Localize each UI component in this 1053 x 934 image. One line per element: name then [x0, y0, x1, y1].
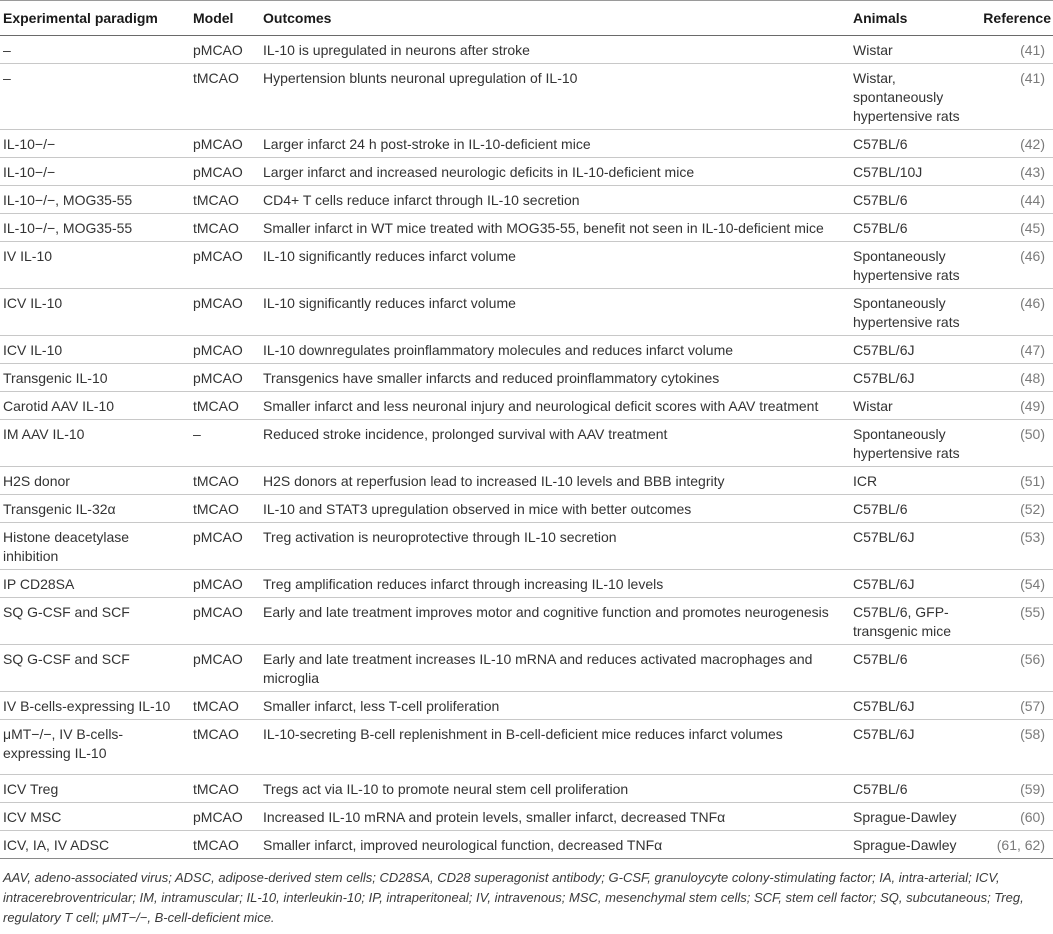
table-row [0, 720, 1053, 775]
cell-animals: Spontaneously hypertensive rats [850, 289, 975, 336]
cell-model: tMCAO [190, 720, 260, 775]
header-model: Model [190, 1, 260, 36]
table-row [0, 158, 1053, 186]
cell-outcome: IL-10-secreting B-cell replenishment in B-cell-deficient mice reduces infarct volumes [260, 720, 850, 775]
cell-reference: (49) [975, 392, 1053, 420]
cell-paradigm: IL-10−/− [0, 130, 190, 158]
cell-paradigm: SQ G-CSF and SCF [0, 645, 190, 692]
cell-model: tMCAO [190, 775, 260, 803]
table-row [0, 467, 1053, 495]
cell-paradigm: IV IL-10 [0, 242, 190, 289]
cell-reference: (48) [975, 364, 1053, 392]
cell-model: tMCAO [190, 467, 260, 495]
cell-outcome: Early and late treatment improves motor and cognitive function and promotes neurogenesis [260, 598, 850, 645]
cell-reference: (58) [975, 720, 1053, 775]
cell-reference: (46) [975, 242, 1053, 289]
table-row [0, 64, 1053, 130]
cell-model: pMCAO [190, 598, 260, 645]
cell-outcome: IL-10 is upregulated in neurons after stroke [260, 36, 850, 64]
cell-model: tMCAO [190, 214, 260, 242]
table-row [0, 392, 1053, 420]
cell-animals: Sprague-Dawley [850, 803, 975, 831]
header-row [0, 1, 1053, 36]
cell-paradigm: ICV, IA, IV ADSC [0, 831, 190, 859]
cell-model: pMCAO [190, 645, 260, 692]
cell-animals: C57BL/10J [850, 158, 975, 186]
cell-animals: Sprague-Dawley [850, 831, 975, 859]
cell-animals: Spontaneously hypertensive rats [850, 420, 975, 467]
cell-model: pMCAO [190, 803, 260, 831]
cell-outcome: Smaller infarct, improved neurological function, decreased TNFα [260, 831, 850, 859]
cell-paradigm: ICV Treg [0, 775, 190, 803]
cell-model: – [190, 420, 260, 467]
cell-reference: (52) [975, 495, 1053, 523]
table-row [0, 831, 1053, 859]
cell-outcome: Smaller infarct in WT mice treated with MOG35-55, benefit not seen in IL-10-deficient mice [260, 214, 850, 242]
cell-paradigm: ICV IL-10 [0, 289, 190, 336]
cell-animals: ICR [850, 467, 975, 495]
table-row [0, 36, 1053, 64]
cell-outcome: Increased IL-10 mRNA and protein levels, smaller infarct, decreased TNFα [260, 803, 850, 831]
cell-paradigm: IL-10−/− [0, 158, 190, 186]
cell-animals: C57BL/6J [850, 692, 975, 720]
table-row [0, 570, 1053, 598]
table-footnote: AAV, adeno-associated virus; ADSC, adipose-derived stem cells; CD28SA, CD28 superagonist antibody; G-CSF, granuloycyte colony-stimulating factor; IA, intra-arterial; ICV, intracerebroventricular; IM, intramuscular; IL-10, interleukin-10; IP, intraperitoneal; IV, intravenous; MSC, mesenchymal stem cells; SCF, stem cell factor; SQ, subcutaneous; Treg, regulatory T cell; μMT−/−, B-cell-deficient mice. [3, 870, 1024, 925]
table-row [0, 692, 1053, 720]
cell-model: tMCAO [190, 186, 260, 214]
table-row [0, 420, 1053, 467]
cell-reference: (56) [975, 645, 1053, 692]
table-header [0, 1, 1053, 36]
cell-outcome: Smaller infarct, less T-cell proliferation [260, 692, 850, 720]
cell-paradigm: Carotid AAV IL-10 [0, 392, 190, 420]
cell-animals: C57BL/6 [850, 775, 975, 803]
cell-animals: C57BL/6 [850, 645, 975, 692]
cell-outcome: Larger infarct and increased neurologic deficits in IL-10-deficient mice [260, 158, 850, 186]
cell-paradigm: – [0, 64, 190, 130]
cell-animals: Wistar [850, 36, 975, 64]
table-row [0, 495, 1053, 523]
cell-reference: (46) [975, 289, 1053, 336]
cell-animals: C57BL/6J [850, 364, 975, 392]
cell-paradigm: IL-10−/−, MOG35-55 [0, 214, 190, 242]
cell-reference: (44) [975, 186, 1053, 214]
cell-outcome: Larger infarct 24 h post-stroke in IL-10-deficient mice [260, 130, 850, 158]
cell-animals: C57BL/6J [850, 570, 975, 598]
cell-reference: (50) [975, 420, 1053, 467]
cell-reference: (53) [975, 523, 1053, 570]
cell-model: pMCAO [190, 242, 260, 289]
cell-model: tMCAO [190, 831, 260, 859]
cell-reference: (43) [975, 158, 1053, 186]
table-row [0, 186, 1053, 214]
cell-animals: C57BL/6J [850, 523, 975, 570]
cell-paradigm: ICV IL-10 [0, 336, 190, 364]
cell-animals: Wistar [850, 392, 975, 420]
cell-animals: Spontaneously hypertensive rats [850, 242, 975, 289]
header-animals: Animals [850, 1, 975, 36]
cell-reference: (47) [975, 336, 1053, 364]
table-row [0, 130, 1053, 158]
cell-outcome: IL-10 significantly reduces infarct volume [260, 242, 850, 289]
cell-animals: C57BL/6, GFP-transgenic mice [850, 598, 975, 645]
cell-reference: (41) [975, 64, 1053, 130]
table-row [0, 598, 1053, 645]
table-row [0, 289, 1053, 336]
header-outcomes: Outcomes [260, 1, 850, 36]
cell-reference: (51) [975, 467, 1053, 495]
cell-outcome: IL-10 significantly reduces infarct volume [260, 289, 850, 336]
cell-outcome: Hypertension blunts neuronal upregulation of IL-10 [260, 64, 850, 130]
cell-outcome: Treg amplification reduces infarct through increasing IL-10 levels [260, 570, 850, 598]
cell-outcome: Treg activation is neuroprotective through IL-10 secretion [260, 523, 850, 570]
cell-model: pMCAO [190, 523, 260, 570]
table-row [0, 214, 1053, 242]
header-paradigm: Experimental paradigm [0, 1, 190, 36]
cell-model: pMCAO [190, 570, 260, 598]
cell-model: pMCAO [190, 364, 260, 392]
header-reference: Reference [975, 1, 1053, 36]
cell-reference: (61, 62) [975, 831, 1053, 859]
cell-reference: (41) [975, 36, 1053, 64]
cell-outcome: Smaller infarct and less neuronal injury and neurological deficit scores with AAV treatment [260, 392, 850, 420]
cell-paradigm: IV B-cells-expressing IL-10 [0, 692, 190, 720]
cell-model: pMCAO [190, 289, 260, 336]
cell-animals: C57BL/6 [850, 214, 975, 242]
cell-outcome: CD4+ T cells reduce infarct through IL-10 secretion [260, 186, 850, 214]
cell-paradigm: μMT−/−, IV B-cells-expressing IL-10 [0, 720, 190, 775]
cell-model: tMCAO [190, 692, 260, 720]
cell-paradigm: H2S donor [0, 467, 190, 495]
cell-outcome: Early and late treatment increases IL-10 mRNA and reduces activated macrophages and microglia [260, 645, 850, 692]
cell-model: tMCAO [190, 495, 260, 523]
cell-reference: (59) [975, 775, 1053, 803]
cell-model: tMCAO [190, 64, 260, 130]
table-row [0, 336, 1053, 364]
cell-animals: C57BL/6 [850, 130, 975, 158]
table-row [0, 242, 1053, 289]
cell-outcome: Transgenics have smaller infarcts and reduced proinflammatory cytokines [260, 364, 850, 392]
cell-paradigm: IP CD28SA [0, 570, 190, 598]
cell-model: pMCAO [190, 158, 260, 186]
cell-outcome: IL-10 downregulates proinflammatory molecules and reduces infarct volume [260, 336, 850, 364]
table-body [0, 36, 1053, 859]
table-row [0, 803, 1053, 831]
cell-paradigm: Transgenic IL-32α [0, 495, 190, 523]
cell-paradigm: ICV MSC [0, 803, 190, 831]
cell-outcome: Reduced stroke incidence, prolonged survival with AAV treatment [260, 420, 850, 467]
table-row [0, 645, 1053, 692]
cell-reference: (57) [975, 692, 1053, 720]
cell-paradigm: IM AAV IL-10 [0, 420, 190, 467]
cell-model: tMCAO [190, 392, 260, 420]
cell-reference: (45) [975, 214, 1053, 242]
cell-model: pMCAO [190, 130, 260, 158]
cell-reference: (55) [975, 598, 1053, 645]
cell-paradigm: – [0, 36, 190, 64]
cell-reference: (54) [975, 570, 1053, 598]
table-row [0, 523, 1053, 570]
cell-reference: (42) [975, 130, 1053, 158]
table-row [0, 775, 1053, 803]
cell-paradigm: Transgenic IL-10 [0, 364, 190, 392]
cell-animals: Wistar, spontaneously hypertensive rats [850, 64, 975, 130]
cell-paradigm: IL-10−/−, MOG35-55 [0, 186, 190, 214]
cell-paradigm: Histone deacetylase inhibition [0, 523, 190, 570]
cell-animals: C57BL/6 [850, 186, 975, 214]
cell-animals: C57BL/6J [850, 336, 975, 364]
cell-outcome: Tregs act via IL-10 to promote neural stem cell proliferation [260, 775, 850, 803]
cell-model: pMCAO [190, 36, 260, 64]
cell-outcome: IL-10 and STAT3 upregulation observed in mice with better outcomes [260, 495, 850, 523]
cell-animals: C57BL/6 [850, 495, 975, 523]
table-row [0, 364, 1053, 392]
cell-model: pMCAO [190, 336, 260, 364]
cell-reference: (60) [975, 803, 1053, 831]
cell-paradigm: SQ G-CSF and SCF [0, 598, 190, 645]
cell-outcome: H2S donors at reperfusion lead to increased IL-10 levels and BBB integrity [260, 467, 850, 495]
cell-animals: C57BL/6J [850, 720, 975, 775]
